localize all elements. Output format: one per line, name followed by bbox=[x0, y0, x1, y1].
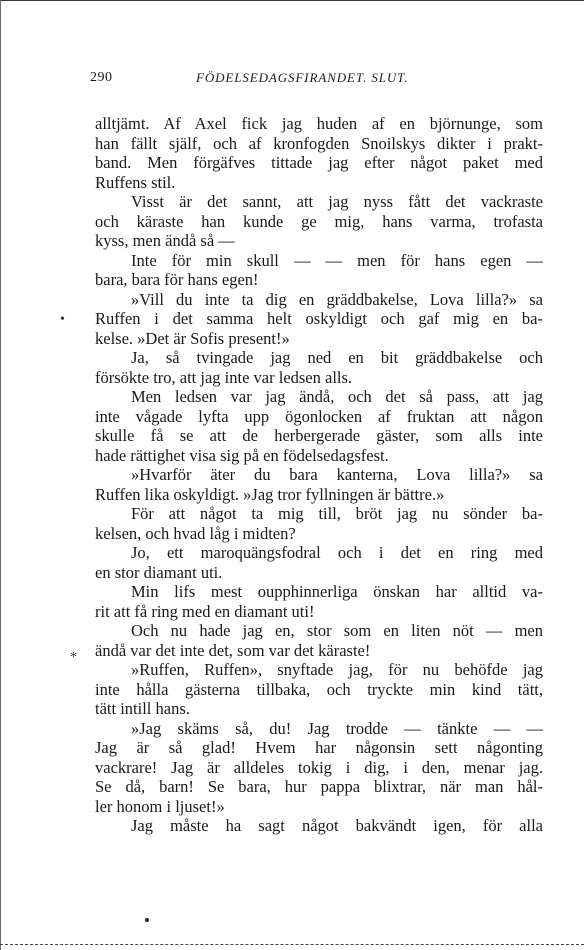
text-line: inte hålla gästerna tillbaka, och tryckte min kind tätt, bbox=[95, 679, 543, 699]
text-line: han fällt själf, och af kronfogden Snoilskys dikter i prakt- bbox=[95, 133, 543, 153]
text-line: ler honom i ljuset!» bbox=[95, 796, 225, 816]
text-line: »Jag skäms så, du! Jag trodde — tänkte — — bbox=[131, 718, 543, 738]
text-line: ändå var det inte det, som var det käraste! bbox=[95, 640, 371, 660]
text-line: tätt intill hans. bbox=[95, 699, 190, 718]
text-line: rit att få ring med en diamant uti! bbox=[95, 601, 315, 621]
text-line: skulle få se att de herbergerade gäster, som alls inte bbox=[95, 426, 543, 445]
page-number: 290 bbox=[90, 70, 113, 85]
scan-edge-top bbox=[0, 0, 584, 4]
text-line: Men ledsen var jag ändå, och det så pass, att jag bbox=[131, 387, 543, 406]
text-line: För att något ta mig till, bröt jag nu sönder ba- bbox=[131, 504, 543, 523]
text-line: Och nu hade jag en, stor som en liten nöt — men bbox=[131, 621, 543, 640]
text-line: band. Men förgäfves tittade jag efter något paket med bbox=[95, 153, 543, 172]
text-line: »Hvarför äter du bara kanterna, Lova lilla?» sa bbox=[131, 465, 543, 484]
text-line: Ruffen i det samma helt oskyldigt och gaf mig en ba- bbox=[95, 309, 543, 328]
scan-edge-left bbox=[0, 0, 4, 950]
text-line: hade rättighet visa sig på en födelsedagsfest. bbox=[95, 445, 389, 465]
running-title: FÖDELSEDAGSFIRANDET. SLUT. bbox=[196, 70, 409, 85]
text-line: kelsen, och hvad låg i midten? bbox=[95, 523, 296, 543]
text-line: Se då, barn! Se bara, hur pappa blixtrar, när man hål- bbox=[95, 777, 543, 796]
text-line: Min lifs mest oupphinnerliga önskan har alltid va- bbox=[131, 582, 543, 601]
margin-mark: • bbox=[60, 312, 65, 327]
text-line: »Vill du inte ta dig en gräddbakelse, Lova lilla?» sa bbox=[131, 289, 543, 309]
text-line: Jag måste ha sagt något bakvändt igen, för alla bbox=[131, 816, 543, 835]
text-line: Jo, ett maroquängsfodral och i det en ring med bbox=[131, 543, 543, 562]
text-line: Ruffens stil. bbox=[95, 172, 176, 192]
text-line: kelse. »Det är Sofis present!» bbox=[95, 328, 290, 348]
text-line: »Ruffen, Ruffen», snyftade jag, för nu behöfde jag bbox=[131, 660, 543, 679]
body-text bbox=[95, 114, 543, 836]
margin-mark: * bbox=[70, 650, 77, 665]
text-line: alltjämt. Af Axel fick jag huden af en björnunge, som bbox=[95, 114, 543, 133]
text-line: inte vågade lyfta upp ögonlocken af fruktan att någon bbox=[95, 406, 543, 426]
text-line: Ja, så tvingade jag ned en bit gräddbakelse och bbox=[131, 348, 543, 367]
text-line: Inte för min skull — — men för hans egen — bbox=[131, 250, 543, 270]
scan-edge-bottom bbox=[0, 944, 584, 946]
text-line: Visst är det sannt, att jag nyss fått det vackraste bbox=[131, 192, 543, 211]
text-line: försökte tro, att jag inte var ledsen alls. bbox=[95, 367, 353, 387]
bottom-mark bbox=[145, 918, 149, 922]
text-line: Ruffen lika oskyldigt. »Jag tror fyllningen är bättre.» bbox=[95, 484, 445, 504]
text-line: Jag är så glad! Hvem har någonsin sett någonting bbox=[95, 738, 543, 757]
text-line: bara, bara för hans egen! bbox=[95, 270, 259, 289]
page-header bbox=[88, 70, 544, 90]
text-line: en stor diamant uti. bbox=[95, 562, 223, 582]
text-line: och käraste han kunde ge mig, hans varma, trofasta bbox=[95, 211, 543, 231]
text-line: vackrare! Jag är alldeles tokig i dig, i den, menar jag. bbox=[95, 757, 543, 777]
text-line: kyss, men ändå så — bbox=[95, 231, 235, 250]
